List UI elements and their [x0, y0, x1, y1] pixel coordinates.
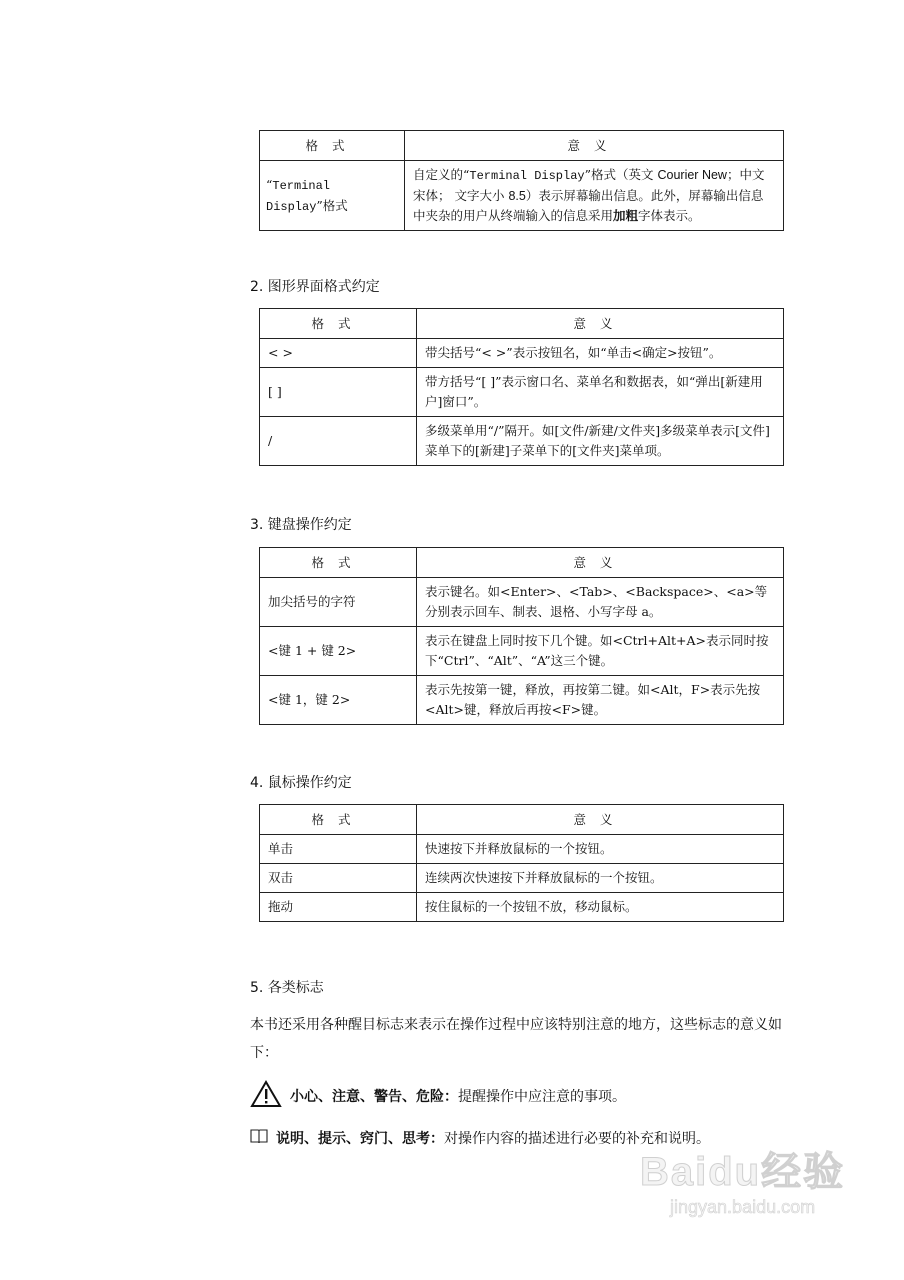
warning-triangle-icon: [250, 1080, 282, 1112]
text-segment: 8.5: [508, 189, 526, 203]
text-segment: ”格式（英文: [584, 167, 658, 182]
section-heading-gui: 2. 图形界面格式约定: [250, 279, 380, 295]
meaning-cell: 快速按下并释放鼠标的一个按钮。: [417, 835, 784, 864]
keyboard-format-table: [259, 547, 784, 725]
table-row: [260, 835, 784, 864]
gui-format-table: [259, 308, 784, 466]
text-segment: 加粗: [613, 208, 639, 223]
text-segment: ；中文 宋体； 文字大小: [413, 167, 765, 203]
table-row: [260, 161, 784, 231]
meaning-cell: 连续两次快速按下并释放鼠标的一个按钮。: [417, 864, 784, 893]
meaning-cell: [405, 161, 784, 231]
header-meaning: 意义: [417, 309, 784, 339]
format-cell: 双击: [260, 864, 417, 893]
meaning-cell: 表示键名。如<Enter>、<Tab>、<Backspace>、<a>等分别表示回车、制表、退格、小写字母 a。: [417, 578, 784, 627]
text-segment: 自定义的“: [413, 167, 470, 182]
meaning-cell: 多级菜单用“/”隔开。如[文件/新建/文件夹]多级菜单表示[文件]菜单下的[新建]子菜单下的[文件夹]菜单项。: [417, 417, 784, 466]
table-row: [260, 676, 784, 725]
section-heading-signs: 5. 各类标志: [250, 980, 324, 996]
format-cell: [260, 161, 405, 231]
format-cell: [ ]: [260, 368, 417, 417]
text-segment: ”格式: [316, 197, 348, 213]
table-row: [260, 864, 784, 893]
format-cell: 单击: [260, 835, 417, 864]
format-cell: <键 1 + 键 2>: [260, 627, 417, 676]
header-meaning: 意义: [417, 548, 784, 578]
section-heading-keyboard: 3. 键盘操作约定: [250, 517, 352, 533]
watermark-brand: Baidu经验: [640, 1150, 846, 1194]
mouse-format-table: [259, 804, 784, 922]
meaning-cell: 表示在键盘上同时按下几个键。如<Ctrl+Alt+A>表示同时按下“Ctrl”、“Alt”、“A”这三个键。: [417, 627, 784, 676]
header-format: 格式: [260, 805, 417, 835]
text-segment: “: [266, 176, 273, 192]
format-cell: < >: [260, 339, 417, 368]
meaning-cell: 带尖括号“< >”表示按钮名，如“单击<确定>按钮”。: [417, 339, 784, 368]
table-row: [260, 578, 784, 627]
header-format: 格式: [260, 131, 405, 161]
format-cell: /: [260, 417, 417, 466]
meaning-cell: 表示先按第一键，释放，再按第二键。如<Alt，F>表示先按<Alt>键，释放后再按<F>键。: [417, 676, 784, 725]
text-segment: Terminal Display: [469, 169, 585, 183]
header-format: 格式: [260, 548, 417, 578]
text-segment: Terminal Display: [266, 178, 330, 214]
baidu-watermark: [640, 1140, 845, 1218]
warning-text: 提醒操作中应注意的事项。: [458, 1089, 626, 1105]
format-cell: <键 1，键 2>: [260, 676, 417, 725]
table-row: [260, 339, 784, 368]
meaning-cell: 按住鼠标的一个按钮不放，移动鼠标。: [417, 893, 784, 922]
table-row: [260, 417, 784, 466]
signs-intro-paragraph: 本书还采用各种醒目标志来表示在操作过程中应该特别注意的地方，这些标志的意义如下：: [250, 1017, 782, 1061]
table-row: [260, 893, 784, 922]
table-row: [260, 368, 784, 417]
meaning-cell: 带方括号“[ ]”表示窗口名、菜单名和数据表，如“弹出[新建用户]窗口”。: [417, 368, 784, 417]
book-icon: [250, 1128, 268, 1148]
warning-label: 小心、注意、警告、危险：: [290, 1089, 458, 1105]
warning-note: [250, 1080, 626, 1112]
terminal-display-table: [259, 130, 784, 231]
section-heading-mouse: 4. 鼠标操作约定: [250, 775, 352, 791]
info-label: 说明、提示、窍门、思考：: [276, 1131, 444, 1147]
text-segment: Courier New: [657, 168, 727, 182]
text-segment: 字体表示。: [638, 208, 701, 223]
header-format: 格式: [260, 309, 417, 339]
format-cell: 加尖括号的字符: [260, 578, 417, 627]
header-meaning: 意义: [417, 805, 784, 835]
table-row: [260, 627, 784, 676]
info-text: 对操作内容的描述进行必要的补充和说明。: [444, 1131, 710, 1147]
header-meaning: 意义: [405, 131, 784, 161]
format-cell: 拖动: [260, 893, 417, 922]
watermark-url: jingyan.baidu.com: [670, 1197, 816, 1217]
text-segment: ）表示屏幕输出信息。此外，屏幕输出信息中夹杂的用户从终端输入的信息采用: [413, 188, 764, 223]
